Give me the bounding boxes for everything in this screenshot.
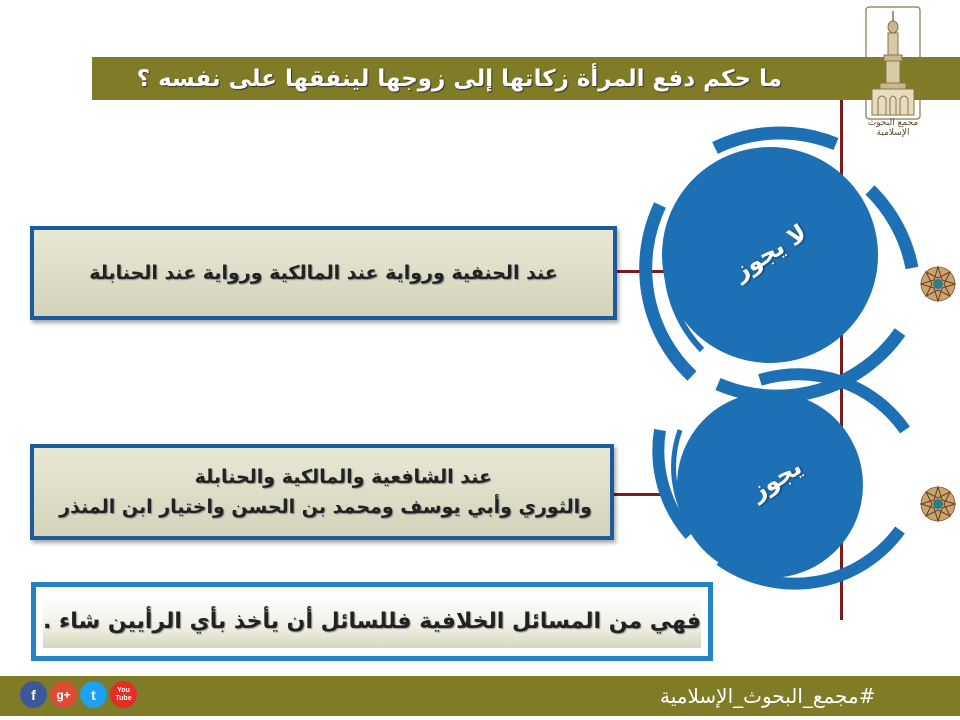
footer-hashtag: #مجمع_البحوث_الإسلامية — [660, 684, 876, 708]
google-plus-icon[interactable]: g+ — [50, 681, 77, 708]
conclusion-text: فهي من المسائل الخلافية فللسائل أن يأخذ بأي الرأيين شاء . — [43, 596, 701, 648]
option-2-circle — [706, 452, 846, 506]
option-1-description: عند الحنفية ورواية عند المالكية ورواية عند الحنابلة — [89, 262, 558, 284]
option-2-label: يجوز — [745, 452, 807, 506]
rosette-ornament-icon — [918, 484, 958, 524]
youtube-icon[interactable]: You Tube — [110, 681, 137, 708]
title-bar — [92, 57, 960, 100]
page-title: ما حكم دفع المرأة زكاتها إلى زوجها لينفقها على نفسه ؟ — [136, 65, 782, 92]
option-2-description-line-1: عند الشافعية والمالكية والحنابلة — [194, 466, 492, 488]
option-2-description-line-2: والثوري وأبي يوسف ومحمد بن الحسن واختيار ابن المنذر — [59, 496, 592, 518]
emblem-label: مجمع البحوث الإسلامية — [867, 118, 919, 138]
option-1-circle — [700, 218, 840, 286]
conclusion-box — [31, 582, 713, 661]
option-1-label: لا يجوز — [728, 218, 812, 286]
option-1-description-box — [30, 226, 617, 320]
rosette-ornament-icon — [918, 264, 958, 304]
option-2-description-box — [30, 444, 614, 540]
facebook-icon[interactable]: f — [20, 681, 47, 708]
twitter-icon[interactable]: t — [80, 681, 107, 708]
